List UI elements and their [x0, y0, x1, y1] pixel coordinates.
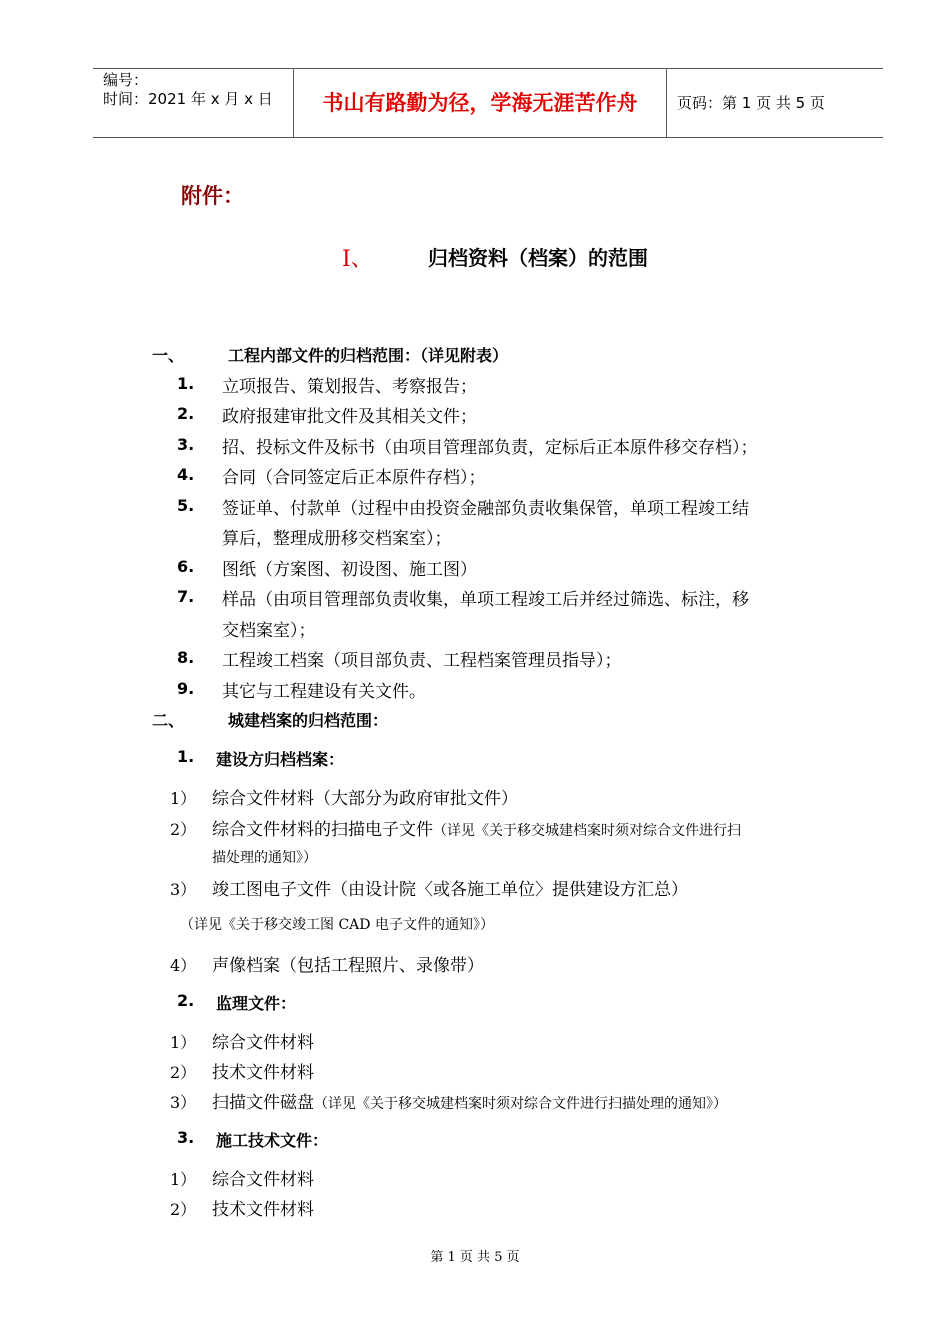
subsection-number: 3.: [177, 1128, 195, 1147]
section-title: 城建档案的归档范围：: [228, 711, 389, 730]
document-header: [93, 68, 883, 138]
list-item-number: 8.: [177, 648, 195, 667]
header-motto: 书山有路勤为径，学海无涯苦作舟: [294, 69, 667, 137]
page-title: 归档资料（档案）的范围: [428, 246, 648, 270]
list-item-note: （详见《关于移交城建档案时须对综合文件进行扫: [433, 823, 741, 839]
section-number: 一、: [152, 346, 185, 365]
list-item-number: 4）: [170, 956, 197, 975]
heading-roman-numeral: Ⅰ、: [342, 247, 373, 272]
list-item-note-continued: 描处理的通知》）: [212, 850, 317, 866]
subsection-number: 2.: [177, 991, 195, 1010]
list-item-text: 声像档案（包括工程照片、录像带）: [212, 956, 484, 976]
list-item-text: 其它与工程建设有关文件。: [222, 682, 426, 702]
list-item-text-continued: 交档案室）；: [222, 621, 316, 641]
list-item-text: 立项报告、策划报告、考察报告；: [222, 377, 477, 397]
list-item-text-continued: 算后，整理成册移交档案室）；: [222, 529, 452, 549]
list-item-text: 招、投标文件及标书（由项目管理部负责，定标后正本原件移交存档）；: [222, 438, 758, 458]
section-number: 二、: [152, 711, 185, 730]
list-item-number: 5.: [177, 496, 195, 515]
subsection-title: 建设方归档档案：: [216, 750, 345, 769]
section-title: 工程内部文件的归档范围：（详见附表）: [228, 346, 509, 365]
list-item-text: 图纸（方案图、初设图、施工图）: [222, 560, 477, 580]
list-item-number: 3）: [170, 1093, 197, 1112]
list-item-number: 4.: [177, 465, 195, 484]
list-item-text: 综合文件材料: [212, 1033, 314, 1053]
page-footer: 第 1 页 共 5 页: [430, 1250, 520, 1265]
header-meta-cell: [93, 69, 294, 137]
list-item-text: 工程竣工档案（项目部负责、工程档案管理员指导）；: [222, 651, 622, 671]
list-item-text: 综合文件材料: [212, 1170, 314, 1190]
subsection-number: 1.: [177, 747, 195, 766]
list-item-text: 综合文件材料的扫描电子文件（详见《关于移交城建档案时须对综合文件进行扫: [212, 820, 741, 840]
list-item-text: 综合文件材料（大部分为政府审批文件）: [212, 789, 518, 809]
list-item-text: 签证单、付款单（过程中由投资金融部负责收集保管，单项工程竣工结: [222, 499, 749, 519]
document-time-label: 时间：2021 年 x 月 x 日: [103, 90, 273, 108]
list-item-number: 1）: [170, 789, 197, 808]
list-item-number: 2）: [170, 820, 197, 839]
list-item-number: 2.: [177, 404, 195, 423]
list-item-number: 7.: [177, 587, 195, 606]
list-item-text: 政府报建审批文件及其相关文件；: [222, 407, 477, 427]
list-item-text: 竣工图电子文件（由设计院〈或各施工单位〉提供建设方汇总）: [212, 880, 688, 900]
list-item-number: 1）: [170, 1033, 197, 1052]
list-item-text: 扫描文件磁盘（详见《关于移交城建档案时须对综合文件进行扫描处理的通知》）: [212, 1093, 727, 1113]
attachment-label: 附件：: [181, 184, 244, 208]
list-item-number: 2）: [170, 1063, 197, 1082]
list-item-text: 样品（由项目管理部负责收集，单项工程竣工后并经过筛选、标注，移: [222, 590, 749, 610]
header-page-info: 页码：第 1 页 共 5 页: [677, 94, 825, 112]
list-item-number: 9.: [177, 679, 195, 698]
list-item-number: 1）: [170, 1170, 197, 1189]
subsection-title: 施工技术文件：: [216, 1131, 329, 1150]
list-item-number: 3）: [170, 880, 197, 899]
list-item-text: 技术文件材料: [212, 1200, 314, 1220]
list-item-number: 2）: [170, 1200, 197, 1219]
list-item-note: （详见《关于移交竣工图 CAD 电子文件的通知》）: [180, 917, 494, 933]
list-item-text: 技术文件材料: [212, 1063, 314, 1083]
list-item-number: 6.: [177, 557, 195, 576]
list-item-number: 1.: [177, 374, 195, 393]
subsection-title: 监理文件：: [216, 994, 297, 1013]
document-number-label: 编号：: [103, 71, 149, 89]
list-item-note: （详见《关于移交城建档案时须对综合文件进行扫描处理的通知》）: [314, 1096, 727, 1112]
list-item-text: 合同（合同签定后正本原件存档）；: [222, 468, 486, 488]
list-item-number: 3.: [177, 435, 195, 454]
